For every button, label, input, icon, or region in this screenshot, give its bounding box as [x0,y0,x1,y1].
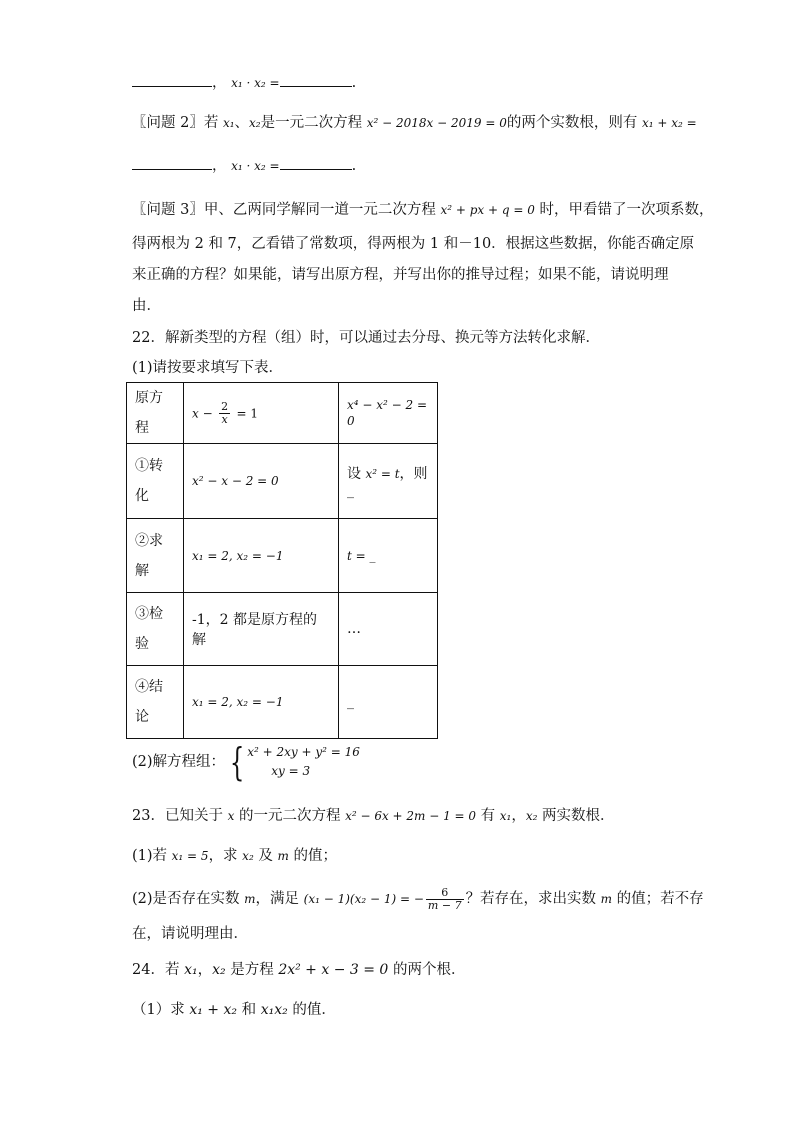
question-24-part-1: （1）求 x₁ + x₂ 和 x₁x₂ 的值． [132,1002,336,1018]
quartic-equation-cell: x⁴ − x² − 2 = 0 [339,383,438,444]
question-22-part-1: (1)请按要求填写下表． [132,360,284,376]
table-row: ①转 化 x² − x − 2 = 0 设 x² = t，则_ [127,444,438,519]
equation-system: x² + 2xy + y² = 16 xy = 3 [247,745,360,778]
answer-blank[interactable] [132,155,212,170]
question-22-part-2: (2)解方程组： { x² + 2xy + y² = 16 xy = 3 [132,740,360,784]
equation: 2x² + x − 3 = 0 [278,962,389,978]
row-label: ②求 解 [127,519,184,593]
answer-blank[interactable] [132,72,212,87]
question-24-stem: 24．若 x₁，x₂ 是方程 2x² + x − 3 = 0 的两个根． [132,962,466,978]
table-row: ③检 验 -1，2 都是原方程的解 … [127,593,438,666]
problem-3-line-3: 来正确的方程？如果能，请写出原方程，并写出你的推导过程；如果不能，请说明理 [132,267,669,283]
brace: { [229,740,245,784]
question-23-stem: 23．已知关于 x 的一元二次方程 x² − 6x + 2m − 1 = 0 有 x₁，x₂ 两实数根． [132,808,615,824]
question-23-part-2-line-2: 在，请说明理由． [132,926,248,942]
problem-3-line-1: 〖问题 3〗甲、乙两同学解同一道一元二次方程 x² + px + q = 0 时，甲看错了一次项系数， [132,202,714,218]
fraction: $\frac{6}{m - 7}$ [427,885,462,912]
question-22-stem: 22．解新类型的方程（组）时，可以通过去分母、换元等方法转化求解． [132,330,600,346]
transform-table [126,382,438,739]
table-row: ④结 论 x₁ = 2, x₂ = −1 _ [127,666,438,739]
table-row: ②求 解 x₁ = 2, x₂ = −1 t = _ [127,519,438,593]
product-expression: x₁ · x₂ = [231,76,280,90]
answer-blank[interactable] [280,155,352,170]
fraction-equation-cell: x − $\frac{2}{x}$ = 1 [184,383,339,444]
answer-blank[interactable] [280,72,352,87]
problem-3-line-4: 由． [132,298,161,314]
blank-answer-line-2: ， x₁ · x₂ = . [132,155,356,176]
row-label: ①转 化 [127,444,184,519]
blank-answer-line-1: ， x₁ · x₂ = . [132,72,356,93]
equation: x² − 2018x − 2019 = 0 [366,116,507,130]
row-label: ③检 验 [127,593,184,666]
question-23-part-2: (2)是否存在实数 m，满足 (x₁ − 1)(x₂ − 1) = − $\frac{6}{m - 7}$ ？若存在，求出实数 m 的值；若不存 [132,885,704,912]
equation: x² + px + q = 0 [440,203,535,217]
problem-3-line-2: 得两根为 2 和 7，乙看错了常数项，得两根为 1 和－10．根据这些数据，你能否确定原 [132,236,695,252]
row-label: ④结 论 [127,666,184,739]
equation: x² − 6x + 2m − 1 = 0 [345,809,477,823]
table-row [127,383,438,444]
question-23-part-1: (1)若 x₁ = 5，求 x₂ 及 m 的值； [132,848,337,864]
row-label: 原方程 [127,383,184,444]
fraction: $\frac{2}{x}$ [221,399,229,426]
problem-2: 〖问题 2〗若 x₁、x₂是一元二次方程 x² − 2018x − 2019 = 0的两个实数根，则有 x₁ + x₂ = [132,115,697,131]
